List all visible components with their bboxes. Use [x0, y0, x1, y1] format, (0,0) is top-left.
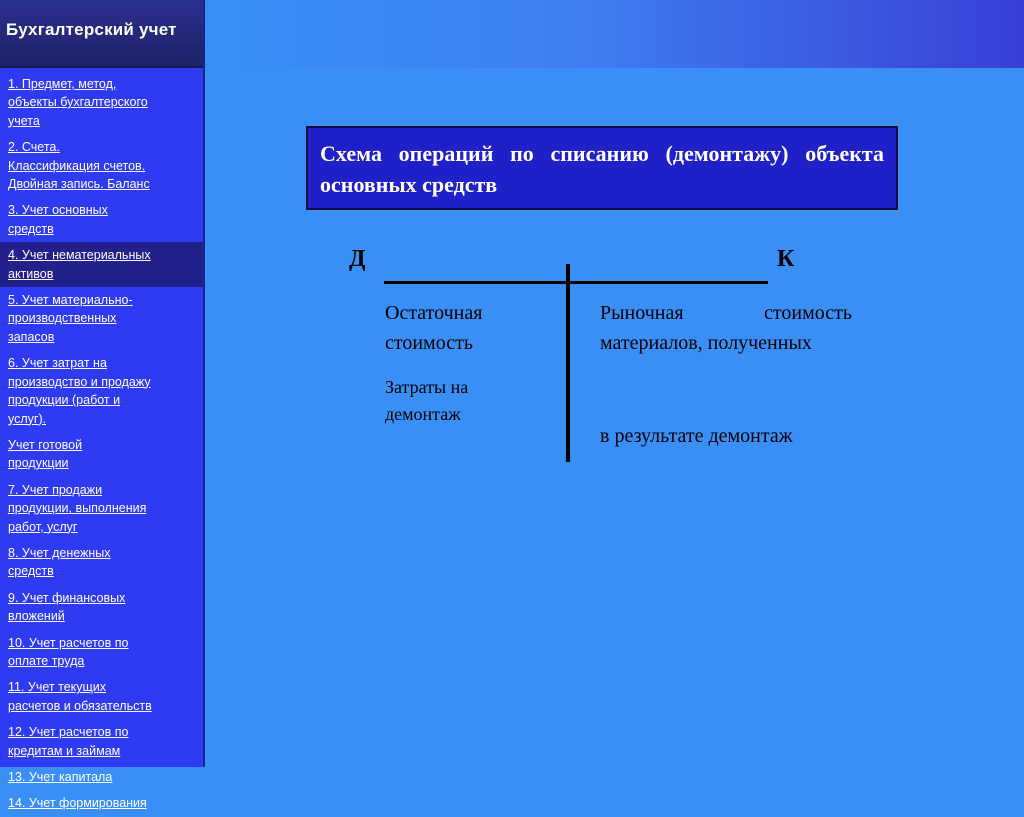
sidebar-item[interactable] [0, 764, 203, 790]
debit-label: Д [349, 246, 366, 272]
sidebar-item-link[interactable]: 6. Учет затрат на производство и продажу продукции (работ и услуг). [8, 356, 151, 426]
sidebar-item-link[interactable]: 3. Учет основных средств [8, 203, 108, 236]
sidebar-item-link[interactable]: 2. Счета. Классификация счетов. Двойная запись. Баланс [8, 140, 150, 192]
debit-item-residual-value: Остаточная стоимость [385, 302, 483, 354]
sidebar-item-link[interactable]: 7. Учет продажи продукции, выполнения работ, услуг [8, 482, 147, 534]
sidebar-item[interactable] [0, 674, 203, 719]
sidebar-item[interactable] [0, 540, 203, 585]
credit-item-market-value: Рыночная стоимость материалов, полученных [600, 302, 852, 354]
sidebar-item[interactable] [0, 287, 203, 350]
app-title-bar [0, 0, 203, 68]
slide-title: Схема операций по списанию (демонтажу) объекта основных средств [320, 141, 884, 197]
sidebar-item-link[interactable]: 4. Учет нематериальных активов [8, 248, 151, 281]
sidebar-item[interactable] [0, 477, 203, 540]
sidebar-item[interactable] [0, 134, 203, 197]
sidebar-item[interactable] [0, 432, 203, 477]
credit-label: К [777, 246, 795, 272]
sidebar-item[interactable] [0, 719, 203, 764]
sidebar-item-link[interactable]: 9. Учет финансовых вложений [8, 590, 126, 624]
sidebar-item[interactable] [0, 790, 203, 816]
sidebar-nav [0, 68, 203, 817]
credit-item-dismantling-result: в результате демонтаж [600, 425, 793, 447]
sidebar-item[interactable] [0, 197, 203, 242]
app-title: Бухгалтерский учет [6, 20, 177, 39]
sidebar-item-link[interactable]: 13. Учет капитала [8, 770, 113, 784]
sidebar [0, 0, 205, 811]
sidebar-item[interactable] [0, 630, 203, 675]
header-band [205, 0, 1024, 68]
sidebar-item[interactable] [0, 242, 203, 287]
sidebar-item-link[interactable]: 11. Учет текущих расчетов и обязательств [8, 680, 152, 713]
sidebar-item[interactable] [0, 71, 203, 134]
sidebar-item-link[interactable]: 12. Учет расчетов по кредитам и займам [8, 725, 129, 758]
sidebar-item[interactable] [0, 350, 203, 432]
t-account-vertical-line [566, 264, 570, 462]
sidebar-item-link[interactable]: 8. Учет денежных средств [8, 545, 111, 579]
sidebar-item-link[interactable]: 5. Учет материально- производственных запасов [8, 293, 133, 344]
slide-title-box [306, 126, 898, 210]
debit-item-dismantling-costs: Затраты на демонтаж [385, 377, 469, 424]
sidebar-item[interactable] [0, 585, 203, 630]
sidebar-item-link[interactable]: 14. Учет формирования [8, 796, 147, 811]
sidebar-item-link[interactable]: 10. Учет расчетов по оплате труда [8, 635, 129, 668]
sidebar-item-link[interactable]: 1. Предмет, метод, объекты бухгалтерского учета [8, 77, 148, 128]
t-account-horizontal-line [384, 281, 768, 284]
sidebar-item-link[interactable]: Учет готовой продукции [8, 437, 83, 471]
